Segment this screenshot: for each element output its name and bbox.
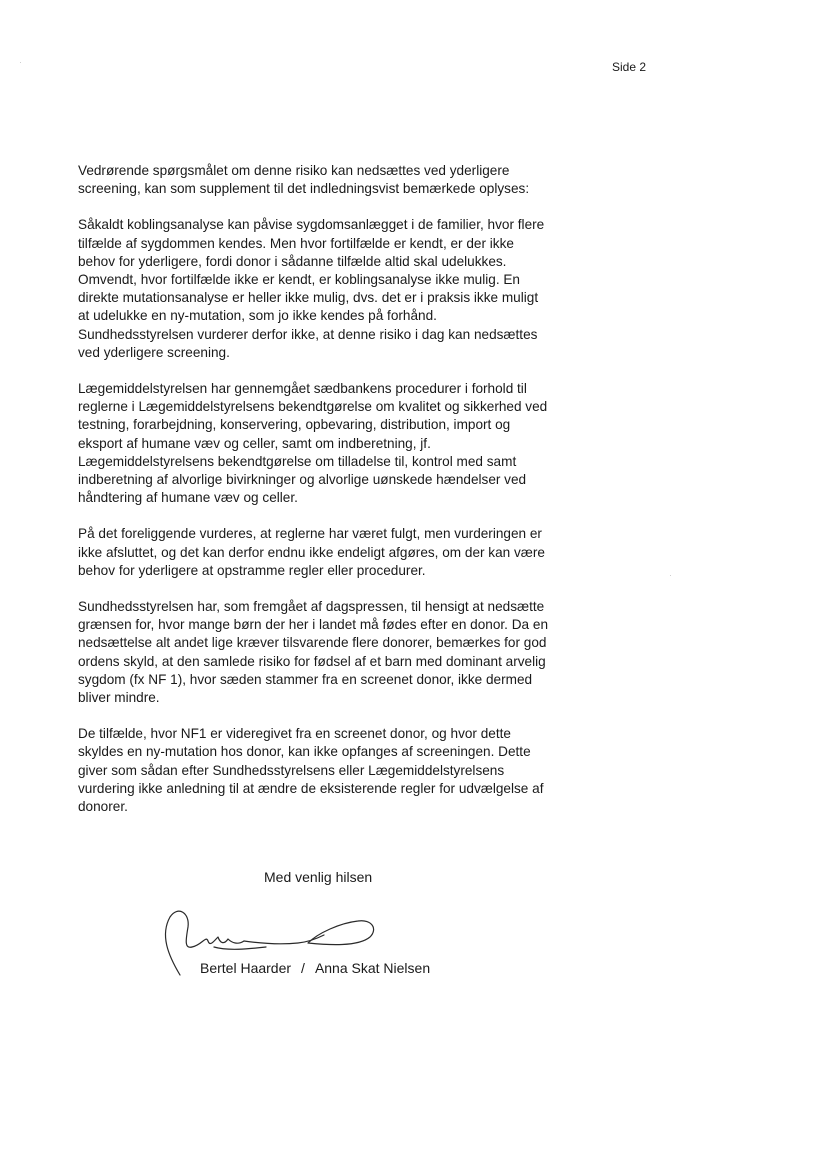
text-line: giver som sådan efter Sundhedsstyrelsens eller Lægemiddelstyrelsens	[78, 762, 505, 778]
text-line: vurdering ikke anledning til at ændre de eksisterende regler for udvælgelse af	[78, 780, 544, 796]
text-line: indberetning af alvorlige bivirkninger og alvorlige uønskede hændelser ved	[78, 472, 527, 488]
text-line: testning, forarbejdning, konservering, opbevaring, distribution, import og	[78, 417, 511, 433]
text-line: reglerne i Lægemiddelstyrelsens bekendtgørelse om kvalitet og sikkerhed ved	[78, 399, 548, 415]
text-line: grænsen for, hvor mange børn der her i landet må fødes efter en donor. Da en	[78, 617, 548, 633]
text-line: direkte mutationsanalyse er heller ikke mulig, dvs. det er i praksis ikke muligt	[78, 290, 539, 306]
text-line: Omvendt, hvor fortilfælde ikke er kendt, er koblingsanalyse ikke mulig. En	[78, 272, 520, 288]
text-line: behov for yderligere at opstramme regler eller procedurer.	[78, 562, 426, 578]
signer-name-first: Bertel Haarder	[200, 960, 292, 976]
text-line: På det foreliggende vurderes, at reglerne har været fulgt, men vurderingen er	[78, 526, 542, 542]
signer-name-second: Anna Skat Nielsen	[314, 960, 431, 976]
closing-salutation: Med venlig hilsen	[264, 869, 373, 885]
text-line: håndtering af humane væv og celler.	[78, 490, 298, 506]
text-line: Sundhedsstyrelsen vurderer derfor ikke, at denne risiko i dag kan nedsættes	[78, 326, 538, 342]
text-line: tilfælde af sygdommen kendes. Men hvor fortilfælde er kendt, er der ikke	[78, 235, 514, 251]
text-line: Sundhedsstyrelsen har, som fremgået af dagspressen, til hensigt at nedsætte	[78, 599, 545, 615]
signer-separator: /	[301, 960, 305, 976]
text-line: behov for yderligere, fordi donor i sådanne tilfælde altid skal udelukkes.	[78, 253, 507, 269]
paragraph-sundhedsstyrelsen	[78, 598, 578, 707]
scan-speck	[670, 575, 671, 576]
paragraph-intro	[78, 162, 578, 198]
paragraph-vurdering	[78, 525, 578, 580]
text-line: screening, kan som supplement til det indledningsvist bemærkede oplyses:	[78, 181, 530, 197]
text-line: skyldes en ny-mutation hos donor, kan ikke opfanges af screeningen. Dette	[78, 744, 531, 760]
text-line: donorer.	[78, 799, 128, 815]
letter-body	[78, 162, 578, 834]
paragraph-laegemiddelstyrelsen	[78, 380, 578, 507]
text-line: De tilfælde, hvor NF1 er videregivet fra en screenet donor, og hvor dette	[78, 726, 511, 742]
text-line: Vedrørende spørgsmålet om denne risiko kan nedsættes ved yderligere	[78, 163, 510, 178]
text-line: ikke afsluttet, og det kan derfor endnu ikke endeligt afgøres, om der kan være	[78, 544, 545, 560]
page-number: Side 2	[612, 60, 647, 74]
text-line: Lægemiddelstyrelsens bekendtgørelse om tilladelse til, kontrol med samt	[78, 453, 517, 469]
paragraph-nf1	[78, 725, 578, 816]
text-line: ved yderligere screening.	[78, 344, 230, 360]
text-line: at udelukke en ny-mutation, som jo ikke kendes på forhånd.	[78, 308, 437, 324]
text-line: sygdom (fx NF 1), hvor sæden stammer fra en screenet donor, ikke dermed	[78, 671, 533, 687]
signer-names	[200, 960, 430, 976]
text-line: bliver mindre.	[78, 690, 160, 706]
text-line: Lægemiddelstyrelsen har gennemgået sædbankens procedurer i forhold til	[78, 381, 527, 397]
scan-speck	[20, 62, 21, 63]
text-line: Såkaldt koblingsanalyse kan påvise sygdomsanlægget i de familier, hvor flere	[78, 217, 545, 233]
text-line: nedsættelse alt andet lige kræver tilsvarende flere donorer, bemærkes for god	[78, 635, 547, 651]
text-line: eksport af humane væv og celler, samt om indberetning, jf.	[78, 435, 431, 451]
paragraph-koblingsanalyse	[78, 216, 578, 362]
text-line: ordens skyld, at den samlede risiko for fødsel af et barn med dominant arvelig	[78, 653, 546, 669]
